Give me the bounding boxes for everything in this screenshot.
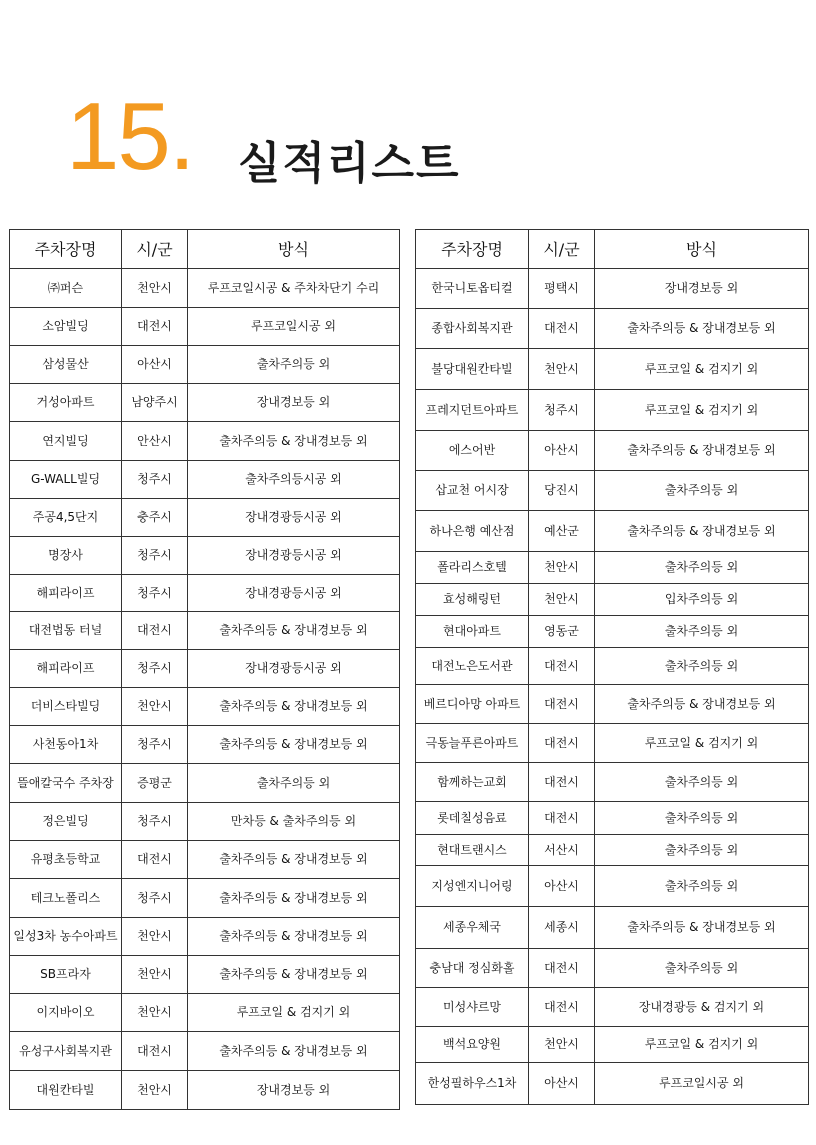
cell-name: 대전법동 터널 — [10, 612, 122, 650]
cell-name: 사천동아1차 — [10, 726, 122, 764]
cell-method: 출차주의등 & 장내경보등 외 — [595, 431, 809, 471]
cell-city: 대전시 — [529, 309, 595, 349]
cell-method: 출차주의등 외 — [595, 866, 809, 907]
table-row — [10, 803, 400, 841]
table-row — [416, 511, 809, 552]
table-row — [416, 1027, 809, 1063]
cell-city: 아산시 — [529, 431, 595, 471]
cell-method: 출차주의등 & 장내경보등 외 — [595, 685, 809, 724]
table-row — [416, 866, 809, 907]
cell-name: 지성엔지니어링 — [416, 866, 529, 907]
cell-name: 불당대원칸타빌 — [416, 349, 529, 390]
table-row — [416, 724, 809, 763]
cell-name: 베르디아망 아파트 — [416, 685, 529, 724]
cell-name: 유평초등학교 — [10, 841, 122, 879]
header-name: 주차장명 — [416, 230, 529, 269]
table-row — [10, 956, 400, 994]
cell-city: 영동군 — [529, 616, 595, 648]
cell-method: 출차주의등 & 장내경보등 외 — [188, 918, 400, 956]
cell-city: 천안시 — [529, 552, 595, 584]
cell-name: 삽교천 어시장 — [416, 471, 529, 511]
cell-name: 한국니토옵티컬 — [416, 269, 529, 309]
cell-city: 천안시 — [122, 1071, 188, 1110]
cell-method: 출차주의등 외 — [595, 471, 809, 511]
cell-name: 대원칸타빌 — [10, 1071, 122, 1110]
cell-name: 한성필하우스1차 — [416, 1063, 529, 1105]
cell-city: 천안시 — [122, 956, 188, 994]
cell-name: ㈜퍼슨 — [10, 269, 122, 308]
table-row — [10, 308, 400, 346]
header-name: 주차장명 — [10, 230, 122, 269]
cell-city: 대전시 — [122, 841, 188, 879]
cell-name: 더비스타빌딩 — [10, 688, 122, 726]
cell-name: 이지바이오 — [10, 994, 122, 1032]
page-title — [66, 82, 766, 192]
cell-name: 명장사 — [10, 537, 122, 575]
cell-city: 세종시 — [529, 907, 595, 949]
table-row — [416, 907, 809, 949]
cell-name: 거성아파트 — [10, 384, 122, 422]
cell-name: 하나은행 예산점 — [416, 511, 529, 552]
cell-method: 루프코일 & 검지기 외 — [595, 390, 809, 431]
table-row — [10, 346, 400, 384]
cell-city: 천안시 — [122, 269, 188, 308]
cell-name: 극동늘푸른아파트 — [416, 724, 529, 763]
table-row — [10, 726, 400, 764]
cell-city: 천안시 — [122, 918, 188, 956]
cell-city: 청주시 — [122, 650, 188, 688]
cell-city: 아산시 — [529, 866, 595, 907]
cell-method: 장내경보등 외 — [188, 384, 400, 422]
table-header-row — [416, 230, 809, 269]
cell-name: 정은빌딩 — [10, 803, 122, 841]
cell-city: 대전시 — [529, 802, 595, 835]
cell-city: 대전시 — [529, 949, 595, 988]
cell-method: 장내경보등 외 — [595, 269, 809, 309]
cell-method: 출차주의등 & 장내경보등 외 — [188, 956, 400, 994]
table-row — [10, 994, 400, 1032]
cell-method: 출차주의등 외 — [595, 648, 809, 685]
cell-method: 출차주의등 & 장내경보등 외 — [595, 511, 809, 552]
cell-method: 출차주의등시공 외 — [188, 461, 400, 499]
table-row — [10, 1071, 400, 1110]
cell-city: 청주시 — [122, 461, 188, 499]
cell-method: 출차주의등 & 장내경보등 외 — [595, 907, 809, 949]
cell-method: 루프코일시공 & 주차차단기 수리 — [188, 269, 400, 308]
cell-city: 대전시 — [122, 612, 188, 650]
cell-name: 세종우체국 — [416, 907, 529, 949]
cell-city: 안산시 — [122, 422, 188, 461]
table-row — [416, 835, 809, 866]
table-row — [10, 918, 400, 956]
table-row — [416, 763, 809, 802]
table-row — [416, 584, 809, 616]
table-row — [416, 1063, 809, 1105]
table-row — [416, 988, 809, 1027]
cell-name: 대전노은도서관 — [416, 648, 529, 685]
table-row — [416, 552, 809, 584]
cell-city: 증평군 — [122, 764, 188, 803]
cell-method: 출차주의등 외 — [595, 802, 809, 835]
cell-city: 아산시 — [122, 346, 188, 384]
cell-method: 출차주의등 외 — [595, 552, 809, 584]
cell-city: 천안시 — [122, 688, 188, 726]
cell-method: 루프코일 & 검지기 외 — [595, 349, 809, 390]
table-row — [10, 384, 400, 422]
table-row — [10, 841, 400, 879]
table-row — [10, 1032, 400, 1071]
cell-method: 출차주의등 외 — [188, 346, 400, 384]
cell-method: 출차주의등 외 — [188, 764, 400, 803]
table-row — [10, 612, 400, 650]
cell-name: 해피라이프 — [10, 575, 122, 612]
cell-method: 출차주의등 & 장내경보등 외 — [188, 688, 400, 726]
table-row — [416, 648, 809, 685]
cell-method: 장내경보등 외 — [188, 1071, 400, 1110]
table-row — [10, 537, 400, 575]
table-row — [10, 688, 400, 726]
cell-method: 장내경광등시공 외 — [188, 575, 400, 612]
cell-city: 대전시 — [122, 308, 188, 346]
cell-city: 대전시 — [529, 685, 595, 724]
cell-name: 뜰애칼국수 주차장 — [10, 764, 122, 803]
cell-city: 대전시 — [529, 988, 595, 1027]
cell-name: 현대트랜시스 — [416, 835, 529, 866]
table-row — [10, 461, 400, 499]
cell-name: 유성구사회복지관 — [10, 1032, 122, 1071]
results-table-right — [415, 229, 809, 1105]
cell-method: 장내경광등시공 외 — [188, 537, 400, 575]
cell-city: 천안시 — [529, 1027, 595, 1063]
cell-name: G-WALL빌딩 — [10, 461, 122, 499]
cell-city: 청주시 — [122, 803, 188, 841]
cell-name: 프레지던트아파트 — [416, 390, 529, 431]
cell-name: 연지빌딩 — [10, 422, 122, 461]
table-row — [10, 422, 400, 461]
cell-name: 함께하는교회 — [416, 763, 529, 802]
cell-method: 출차주의등 & 장내경보등 외 — [188, 841, 400, 879]
cell-name: 미성샤르망 — [416, 988, 529, 1027]
cell-method: 루프코일 & 검지기 외 — [595, 724, 809, 763]
header-city: 시/군 — [529, 230, 595, 269]
cell-method: 출차주의등 & 장내경보등 외 — [188, 726, 400, 764]
cell-city: 천안시 — [529, 349, 595, 390]
table-row — [416, 802, 809, 835]
cell-city: 남양주시 — [122, 384, 188, 422]
cell-method: 장내경광등 & 검지기 외 — [595, 988, 809, 1027]
cell-city: 서산시 — [529, 835, 595, 866]
cell-city: 청주시 — [122, 575, 188, 612]
cell-name: 폴라리스호텔 — [416, 552, 529, 584]
header-method: 방식 — [595, 230, 809, 269]
table-row — [416, 349, 809, 390]
cell-method: 출차주의등 & 장내경보등 외 — [595, 309, 809, 349]
cell-name: 테크노폴리스 — [10, 879, 122, 918]
table-row — [10, 499, 400, 537]
cell-method: 출차주의등 외 — [595, 835, 809, 866]
table-row — [10, 879, 400, 918]
cell-name: 현대아파트 — [416, 616, 529, 648]
cell-name: 주공4,5단지 — [10, 499, 122, 537]
cell-name: 백석요양원 — [416, 1027, 529, 1063]
cell-method: 루프코일시공 외 — [595, 1063, 809, 1105]
table-header-row — [10, 230, 400, 269]
cell-city: 충주시 — [122, 499, 188, 537]
table-row — [416, 616, 809, 648]
cell-city: 대전시 — [529, 648, 595, 685]
cell-name: 에스어반 — [416, 431, 529, 471]
cell-method: 출차주의등 & 장내경보등 외 — [188, 422, 400, 461]
cell-city: 천안시 — [122, 994, 188, 1032]
cell-name: 종합사회복지관 — [416, 309, 529, 349]
table-row — [10, 269, 400, 308]
cell-name: 충남대 정심화홀 — [416, 949, 529, 988]
table-row — [10, 764, 400, 803]
cell-method: 장내경광등시공 외 — [188, 499, 400, 537]
cell-method: 장내경광등시공 외 — [188, 650, 400, 688]
cell-name: 일성3차 농수아파트 — [10, 918, 122, 956]
cell-name: 삼성물산 — [10, 346, 122, 384]
cell-method: 루프코일 & 검지기 외 — [188, 994, 400, 1032]
cell-city: 천안시 — [529, 584, 595, 616]
cell-city: 청주시 — [529, 390, 595, 431]
cell-method: 입차주의등 외 — [595, 584, 809, 616]
cell-method: 루프코일시공 외 — [188, 308, 400, 346]
cell-method: 출차주의등 & 장내경보등 외 — [188, 879, 400, 918]
table-row — [416, 949, 809, 988]
cell-city: 평택시 — [529, 269, 595, 309]
cell-city: 예산군 — [529, 511, 595, 552]
cell-name: 소암빌딩 — [10, 308, 122, 346]
table-row — [10, 575, 400, 612]
table-row — [416, 269, 809, 309]
table-row — [416, 471, 809, 511]
cell-city: 청주시 — [122, 879, 188, 918]
cell-city: 대전시 — [529, 724, 595, 763]
cell-city: 당진시 — [529, 471, 595, 511]
table-row — [10, 650, 400, 688]
cell-method: 루프코일 & 검지기 외 — [595, 1027, 809, 1063]
section-title: 실적리스트 — [238, 138, 461, 189]
cell-city: 청주시 — [122, 537, 188, 575]
cell-name: SB프라자 — [10, 956, 122, 994]
table-row — [416, 431, 809, 471]
cell-method: 출차주의등 외 — [595, 949, 809, 988]
cell-method: 출차주의등 & 장내경보등 외 — [188, 1032, 400, 1071]
cell-method: 출차주의등 외 — [595, 616, 809, 648]
table-row — [416, 309, 809, 349]
cell-city: 청주시 — [122, 726, 188, 764]
results-table-left — [9, 229, 400, 1110]
table-row — [416, 390, 809, 431]
header-city: 시/군 — [122, 230, 188, 269]
cell-name: 효성해링턴 — [416, 584, 529, 616]
cell-city: 아산시 — [529, 1063, 595, 1105]
cell-method: 출차주의등 & 장내경보등 외 — [188, 612, 400, 650]
cell-method: 출차주의등 외 — [595, 763, 809, 802]
cell-method: 만차등 & 출차주의등 외 — [188, 803, 400, 841]
cell-city: 대전시 — [529, 763, 595, 802]
header-method: 방식 — [188, 230, 400, 269]
cell-name: 롯데칠성음료 — [416, 802, 529, 835]
cell-name: 해피라이프 — [10, 650, 122, 688]
table-row — [416, 685, 809, 724]
section-number: 15. — [66, 83, 194, 190]
cell-city: 대전시 — [122, 1032, 188, 1071]
